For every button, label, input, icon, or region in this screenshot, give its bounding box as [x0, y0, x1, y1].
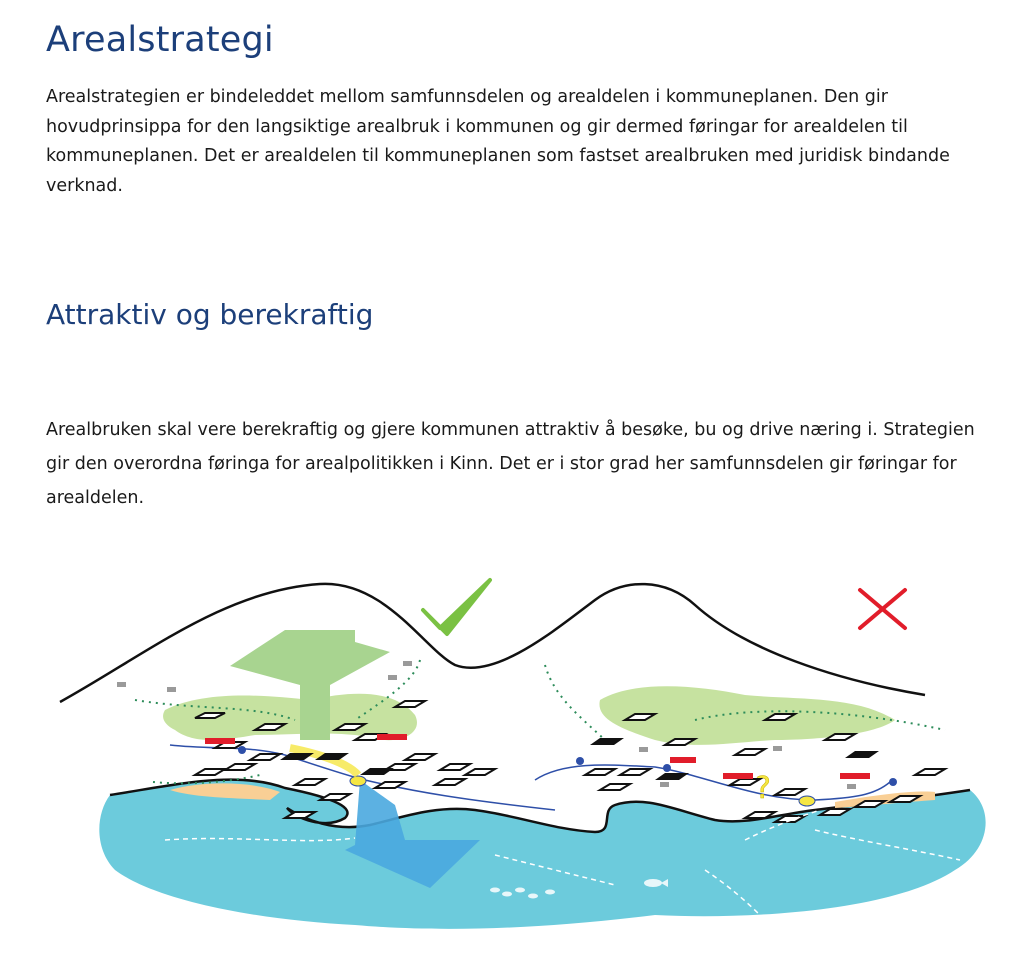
intro-paragraph: Arealstrategien er bindeleddet mellom samfunnsdelen og arealdelen i kommuneplanen. Den gir hovudprinsippa for den langsiktige arealbruk i kommunen og gir dermed føringar for arealdelen til kommuneplanen. Det er arealdelen til kommuneplanen som fastset arealbruken med juridisk bindande verknad. — [46, 87, 950, 196]
checkmark-icon — [423, 580, 490, 634]
body-paragraph: Arealbruken skal vere berekraftig og gjere kommunen attraktiv å besøke, bu og drive næring i. Strategien gir den overordna føringa for arealpolitikken i Kinn. Det er i stor grad her samfunnsdelen gir føringar for arealdelen. — [46, 420, 975, 508]
cross-icon — [860, 590, 905, 628]
land-use-illustration — [55, 570, 995, 940]
road-right — [535, 765, 890, 800]
section-heading: Attraktiv og berekraftig — [46, 298, 374, 331]
page-title: Arealstrategi — [46, 20, 274, 60]
question-mark-icon: ? — [755, 771, 771, 806]
mountain-outline — [60, 584, 925, 702]
